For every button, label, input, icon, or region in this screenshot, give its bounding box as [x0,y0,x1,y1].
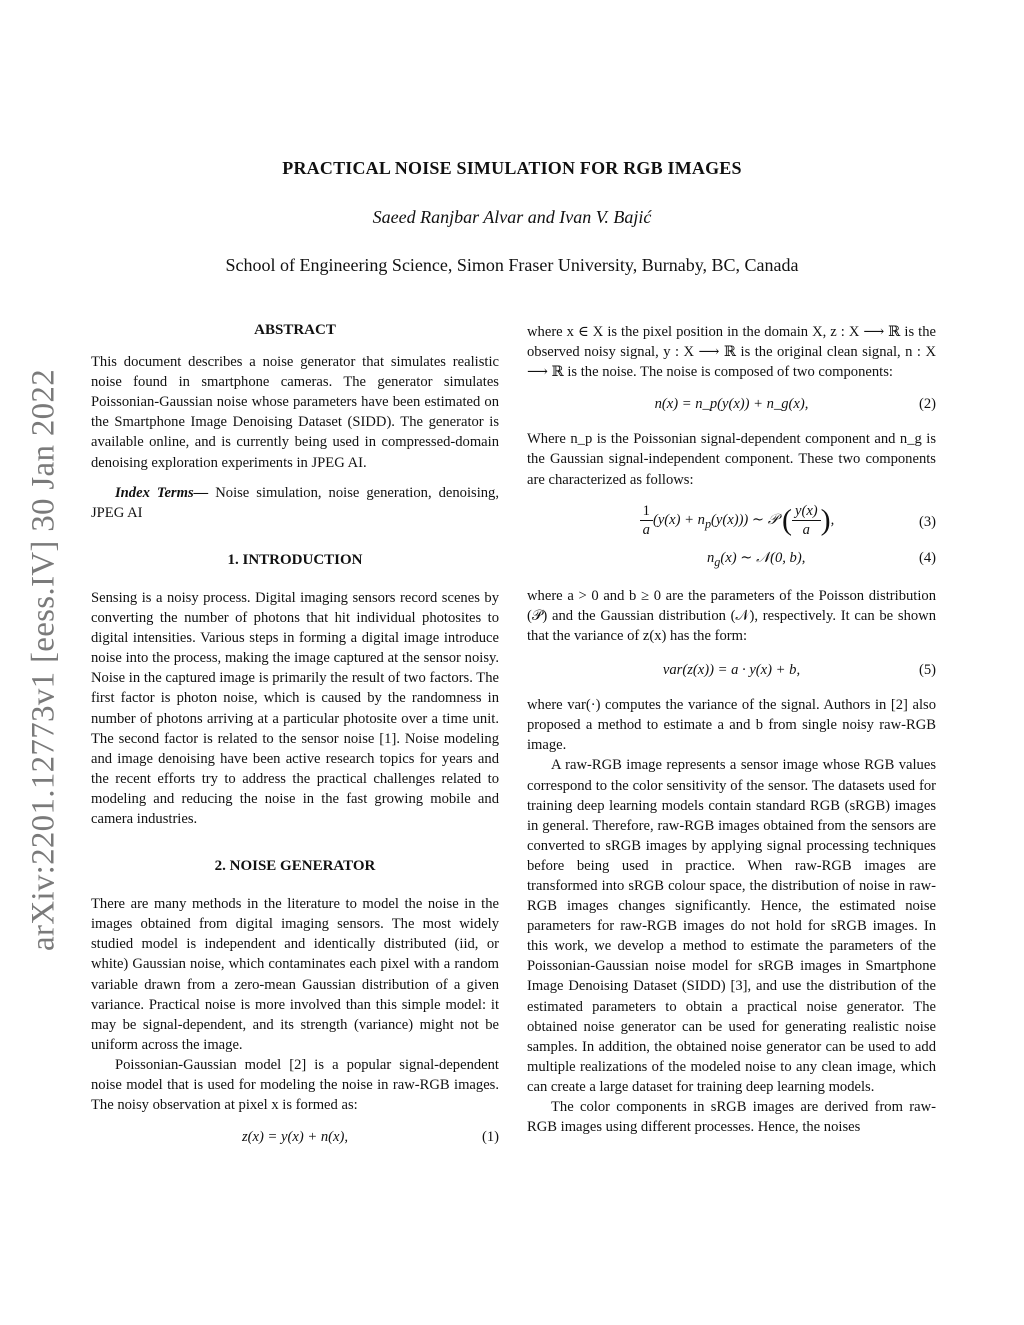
equation-3: $\frac{1}{a}$ $(y(x) + n_p(y(x)))$ ∼ 𝒫 ( $\frac{y(x)}{a}$ ), (3) [527,500,936,544]
paragraph-ab: where a > 0 and b ≥ 0 are the parameters of the Poisson distribution (𝒫) and the Gaussian distribution (𝒩), respectively. It can be shown that the variance of z(x) has the form: [527,587,936,644]
index-terms-label: Index Terms— [115,484,209,501]
equation-4: $n_g(x)$ ∼ 𝒩(0, b), (4) [707,549,936,569]
equation-1 [91,1127,499,1147]
equation-3-number: (3) [918,513,936,530]
equation-5 [527,660,936,680]
noise-generator-heading: 2. NOISE GENERATOR [214,858,376,875]
paper-title: PRACTICAL NOISE SIMULATION FOR RGB IMAGES [282,158,742,178]
paper-authors: Saeed Ranjbar Alvar and Ivan V. Bajić [372,207,652,227]
equation-2-body: n(x) = n_p(y(x)) + n_g(x), [654,396,809,413]
intro-text: Sensing is a noisy process. Digital imaging sensors record scenes by converting the number of photons that hit individual photosites to digital intensities. Various steps in forming a digital image introduce noise into the process, making the image captured at the sensor noisy. Noise in the captured image is primarily the result of two factors. The first factor is photon noise, which is caused by the randomness in number of photons arriving at a particular photosite over a time unit. The second factor is related to the sensor noise [1]. Noise modeling and image denoising have been active research topics for years and the recent efforts try to address the practical challenges related to modeling and reducing the noise in the fast growing mobile and camera industries. [91,589,499,827]
right-column [527,318,936,1137]
equation-5-number: (5) [918,662,936,679]
equation-4-number: (4) [918,549,936,566]
equation-1-number: (1) [481,1129,499,1146]
paragraph-where: where x ∈ X is the pixel position in the domain X, z : X ⟶ ℝ is the observed noisy signal, y : X ⟶ ℝ is the original clean signal, n : X ⟶ ℝ is the noise. The noise is composed of two components: [527,324,936,381]
index-terms-text: Noise simulation, noise generation, denoising, JPEG AI [91,484,500,521]
abstract-heading: ABSTRACT [254,322,336,338]
equation-2-number: (2) [918,396,936,413]
paper-affiliation: School of Engineering Science, Simon Fraser University, Burnaby, BC, Canada [225,255,799,275]
equation-5-body: var(z(x)) = a · y(x) + b, [662,662,801,679]
left-column [91,318,499,1147]
noise-generator-p1: There are many methods in the literature to model the noise in the images obtained from digital imaging sensors. The most widely studied model is independent and identically distributed (iid, or white) Gaussian noise, which contaminates each pixel with a random variable drawn from a zero-mean Gaussian distribution of a given variance. Practical noise is more involved than this simple model: it may be signal-dependent, and its strength (variance) might not be uniform across the image. [91,896,499,1053]
paragraph-np: Where n_p is the Poissonian signal-dependent component and n_g is the Gaussian signal-independent component. These two components are characterized as follows: [527,431,936,488]
abstract-text: This document describes a noise generator that simulates realistic noise found in smartphone cameras. The generator simulates Poissonian-Gaussian noise whose parameters have been estimated on the Smartphone Image Denoising Dataset (SIDD). The generator is available online, and is currently being used in compressed-domain denoising exploration experiments in JPEG AI. [91,354,499,471]
arxiv-stamp: arXiv:2201.12773v1 [eess.IV] 30 Jan 2022 [25,368,62,952]
paragraph-raw: A raw-RGB image represents a sensor image whose RGB values correspond to the color sensitivity of the sensor. The datasets used for training deep learning models contain standard RGB (sRGB) images in general. Therefore, raw-RGB images obtained from the sensors are converted to sRGB images by applying signal processing techniques before being used in practice. When raw-RGB images are transformed into sRGB colour space, the distribution of noise in raw-RGB images changes significantly. Hence, the estimated noise parameters for raw-RGB images do not hold for sRGB images. In this work, we develop a method to estimate the parameters of the Poissonian-Gaussian noise model for sRGB images in Smartphone Image Denoising Dataset (SIDD) [3], and use the distribution of the estimated parameters to obtain a practical noise generator. The obtained noise generator can be used for generating realistic noise samples. In addition, the obtained noise generator can be used to add multiple realizations of the modeled noise to any clean image, which can create a large dataset for training deep learning models. [527,757,936,1095]
equation-1-body: z(x) = y(x) + n(x), [242,1129,348,1146]
paragraph-color: The color components in sRGB images are derived from raw-RGB images using different processes. Hence, the noises [527,1099,936,1136]
index-terms [91,483,499,523]
paragraph-var: where var(·) computes the variance of the signal. Authors in [2] also proposed a method to estimate a and b from single noisy raw-RGB image. [527,697,936,754]
noise-generator-p2: Poissonian-Gaussian model [2] is a popular signal-dependent noise model that is used for modeling the noise in raw-RGB images. The noisy observation at pixel x is formed as: [91,1056,499,1114]
intro-heading: 1. INTRODUCTION [227,551,363,568]
equation-2 [527,394,936,414]
